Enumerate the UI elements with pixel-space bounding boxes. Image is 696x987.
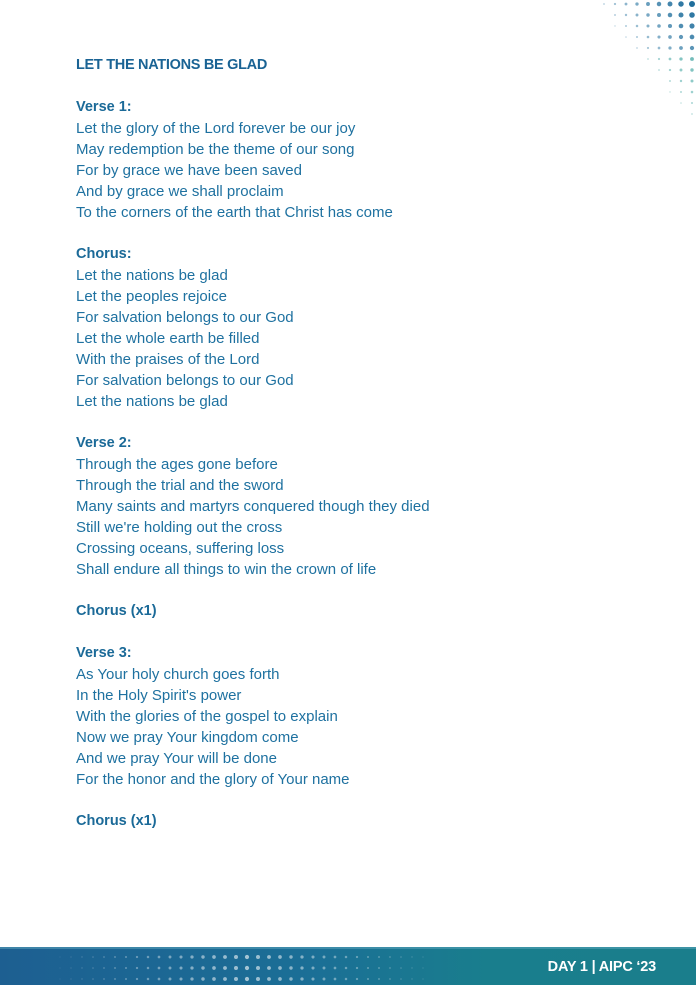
lyric-line: To the corners of the earth that Christ has come (76, 204, 393, 221)
lyric-line: Still we're holding out the cross (76, 519, 283, 536)
lyric-line: For salvation belongs to our God (76, 309, 294, 326)
lyric-line: As Your holy church goes forth (76, 666, 280, 683)
lyric-line: For by grace we have been saved (76, 162, 302, 179)
lyric-line: Shall endure all things to win the crown of life (76, 561, 377, 578)
lyric-line: For the honor and the glory of Your name (76, 771, 350, 788)
footer-bar (0, 947, 696, 985)
lyric-line: Through the ages gone before (76, 456, 278, 473)
chorus-heading: Chorus: (76, 246, 132, 262)
chorus-repeat-1: Chorus (x1) (76, 603, 157, 619)
lyric-line: And by grace we shall proclaim (76, 183, 284, 200)
lyric-line: Crossing oceans, suffering loss (76, 540, 285, 557)
lyric-line: May redemption be the theme of our song (76, 141, 355, 158)
lyric-line: Let the nations be glad (76, 393, 228, 410)
lyric-line: With the praises of the Lord (76, 351, 260, 368)
lyric-line: Through the trial and the sword (76, 477, 284, 494)
lyric-line: Let the nations be glad (76, 267, 228, 284)
lyric-line: Many saints and martyrs conquered though they died (76, 498, 430, 515)
verse-1-heading: Verse 1: (76, 99, 132, 115)
footer-label: DAY 1 | AIPC ‘23 (547, 959, 656, 975)
verse-2-heading: Verse 2: (76, 435, 132, 451)
lyric-line: And we pray Your will be done (76, 750, 277, 767)
footer-dot-pattern (55, 953, 435, 983)
lyric-line: Let the glory of the Lord forever be our joy (76, 120, 356, 137)
lyric-line: With the glories of the gospel to explain (76, 708, 338, 725)
song-title: LET THE NATIONS BE GLAD (76, 57, 267, 73)
lyric-line: Let the peoples rejoice (76, 288, 227, 305)
lyrics-sheet (76, 55, 430, 832)
verse-3-heading: Verse 3: (76, 645, 132, 661)
chorus-repeat-2: Chorus (x1) (76, 813, 157, 829)
lyric-line: For salvation belongs to our God (76, 372, 294, 389)
lyric-line: In the Holy Spirit's power (76, 687, 242, 704)
lyric-line: Let the whole earth be filled (76, 330, 260, 347)
decorative-dot-pattern (586, 0, 696, 120)
lyric-line: Now we pray Your kingdom come (76, 729, 299, 746)
